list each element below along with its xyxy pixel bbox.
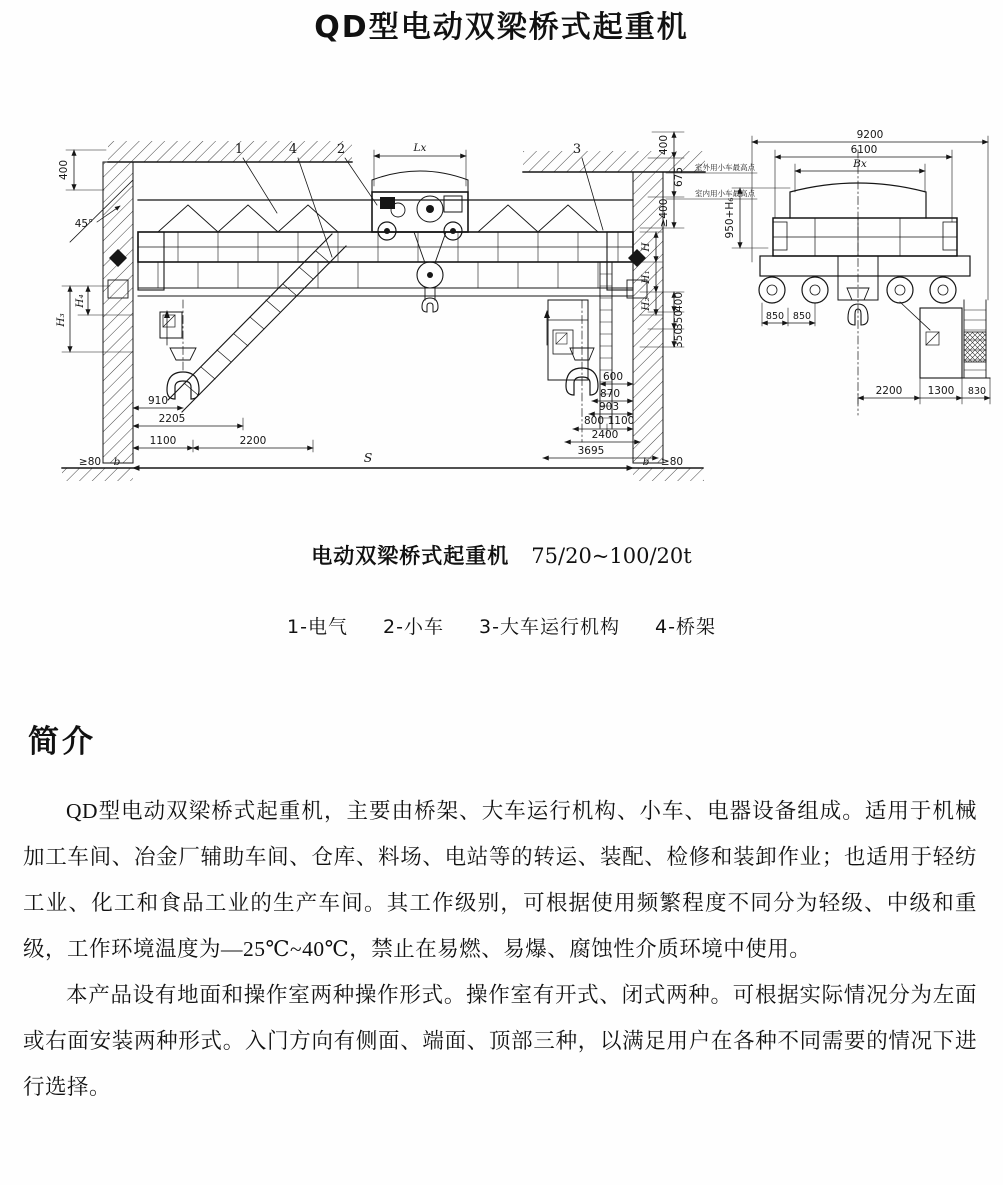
dim-h1: H₁ [640,270,652,284]
dim-350-b: 350 [673,327,685,349]
dim-850-b: 850 [792,311,812,322]
dim-span-s: S [363,450,373,465]
dim-45deg: 45° [74,218,94,230]
dim-ge80-right: ≥80 [660,456,684,468]
dim-lx: Lx [413,142,427,154]
trolley [372,171,468,240]
figure-legend [0,612,1003,639]
dim-2400: 2400 [591,429,619,441]
dim-b-right: b [642,456,650,468]
page-title: QD型电动双梁桥式起重机 [314,10,689,45]
dim-903: 903 [598,401,620,413]
dim-1100-right: 1100 [607,415,635,427]
intro-paragraph-1: QD型电动双梁桥式起重机，主要由桥架、大车运行机构、小车、电器设备组成。适用于机械加工车间、冶金厂辅助车间、仓库、料场、电站等的转运、装配、检修和装卸作业；也适用于轻纺工业、化工和食品工业的生产车间。其工作级别，可根据使用频繁程度不同分为轻级、中级和重级，工作环境温度为—25℃~40℃，禁止在易燃、易爆、腐蚀性介质环境中使用。 [23,799,977,961]
dim-6100: 6100 [850,144,878,156]
legend-item-trolley: 2-小车 [383,616,444,638]
dim-1100-left: 1100 [149,435,177,447]
part-label-2: 2 [336,142,346,157]
part-label-4: 4 [288,142,298,157]
dim-400-right-top: 400 [658,134,670,156]
front-view [55,132,757,481]
dim-675: 675 [673,166,685,188]
dim-830: 830 [967,386,987,397]
dim-950-h6: 950+H₆ [724,197,736,239]
intro-paragraph-2: 本产品设有地面和操作室两种操作形式。操作室有开式、闭式两种。可根据实际情况分为左面或右面安装两种形式。入门方向有侧面、端面、顶部三种，以满足用户在各种不同需要的情况下进行选择。 [23,983,977,1099]
dim-400-right-bottom: 400 [673,291,685,313]
crane-engineering-drawing [0,0,1003,500]
dim-bx: Bx [853,158,867,170]
dim-850-a: 850 [765,311,785,322]
figure-caption-spec: 75/20~100/20t [531,544,692,568]
dim-400-top-left: 400 [58,159,70,181]
dim-2200-left: 2200 [239,435,267,447]
dim-h2: H₂ [640,297,652,311]
dim-h3: H₃ [55,313,67,327]
note-outdoor-trolley-highest-point: 室外用小车最高点 [695,163,755,172]
legend-item-travel-mechanism: 3-大车运行机构 [479,616,620,638]
legend-item-bridge: 4-桥架 [655,616,716,638]
dim-ge400: ≥400 [658,198,670,228]
section-heading-intro: 简介 [28,724,96,760]
intro-body [23,788,977,1110]
dim-9200: 9200 [856,129,884,141]
dim-350-a: 350 [673,309,685,331]
legend-item-electrical: 1-电气 [287,616,348,638]
dim-1300: 1300 [927,385,955,397]
dim-910: 910 [147,395,169,407]
dim-870: 870 [599,388,621,400]
part-label-3: 3 [572,142,582,157]
dim-2205: 2205 [158,413,186,425]
dim-600: 600 [602,371,624,383]
dim-ge80-left: ≥80 [78,456,102,468]
dim-2200-end-view: 2200 [875,385,903,397]
technical-drawing-figure [0,0,1003,500]
end-view [724,129,990,415]
dim-b-left: b [113,456,121,468]
dim-h4: H₄ [74,294,86,308]
dim-3695: 3695 [577,445,605,457]
dim-800: 800 [583,415,605,427]
note-indoor-trolley-highest-point: 室内用小车最高点 [695,189,755,198]
part-label-1: 1 [234,142,244,157]
figure-caption-name: 电动双梁桥式起重机 [311,544,510,568]
dim-h: H [640,242,652,252]
figure-caption [0,540,1003,570]
